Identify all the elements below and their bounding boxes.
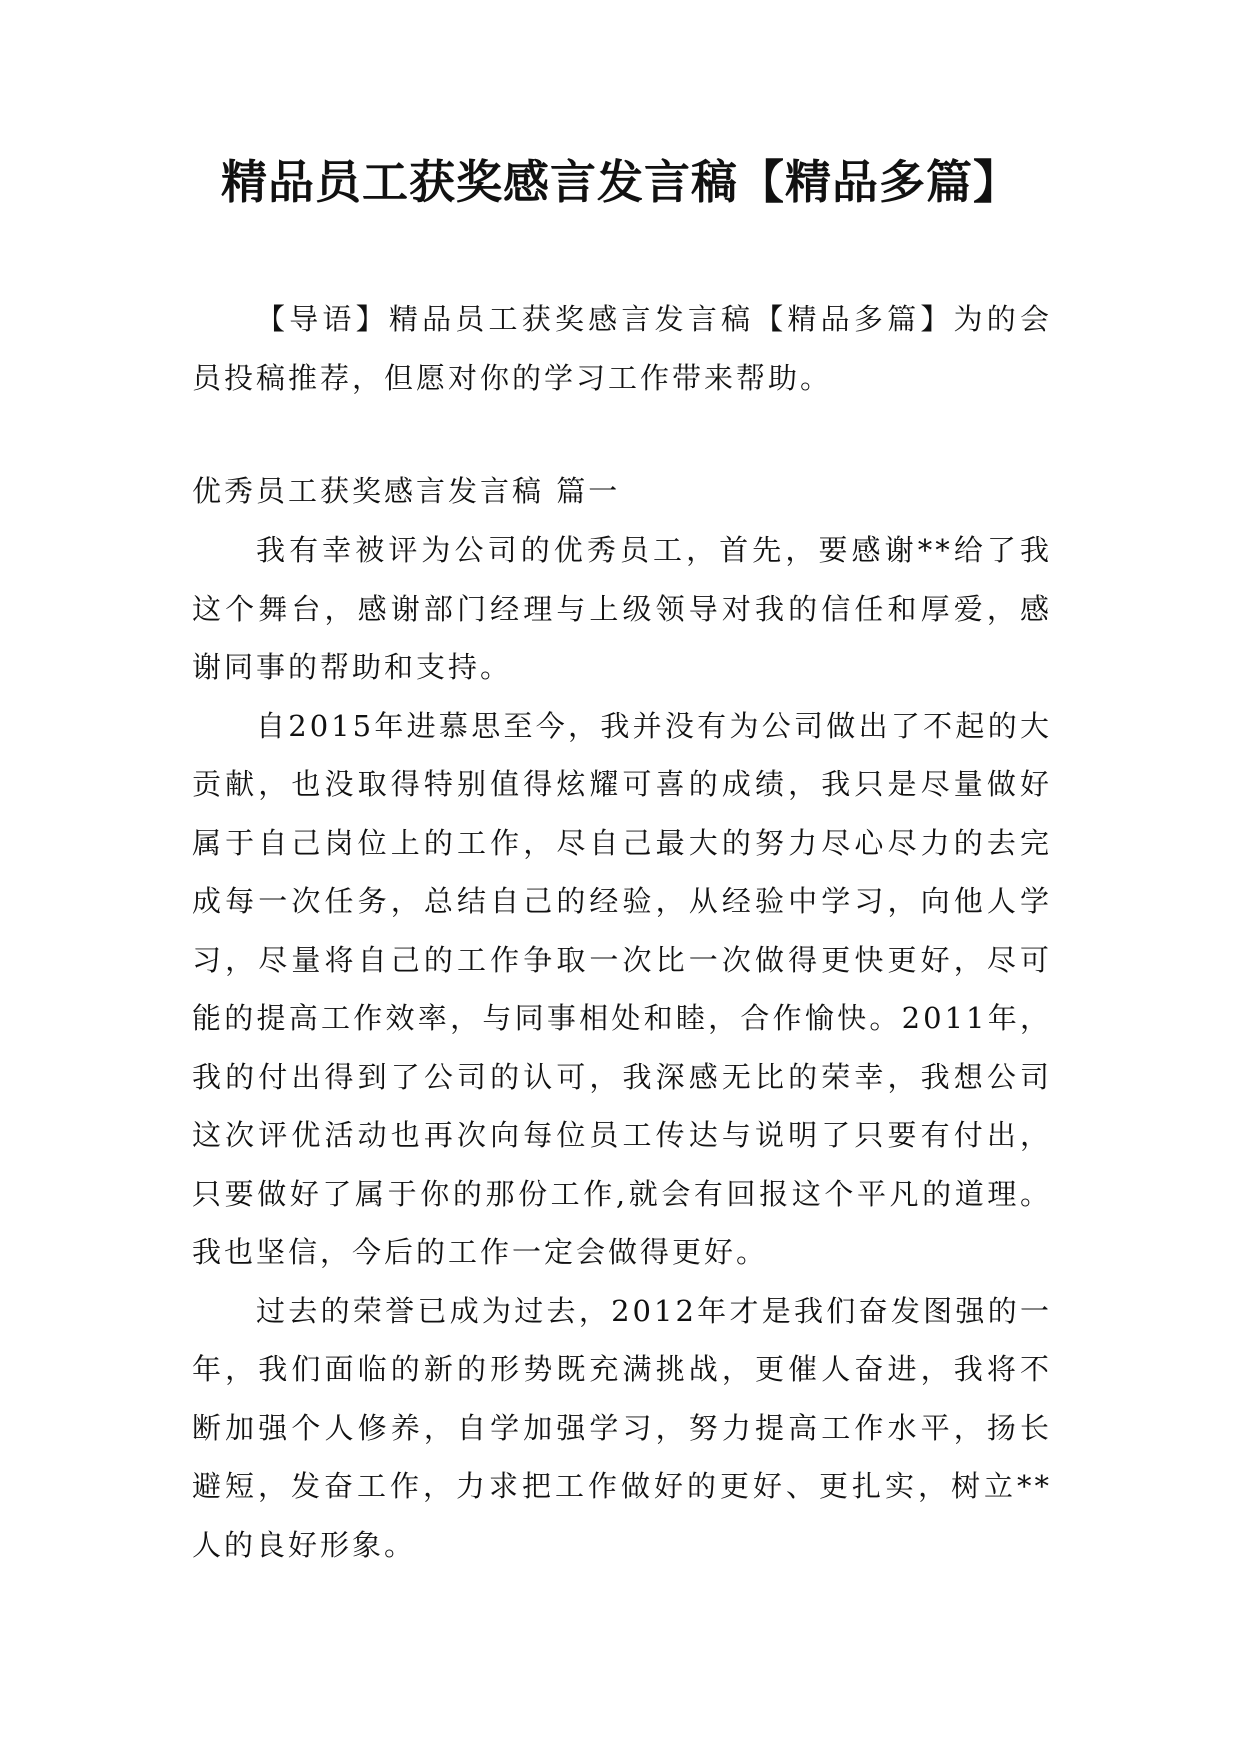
document-title: 精品员工获奖感言发言稿【精品多篇】 — [221, 155, 1020, 209]
body-paragraph: 我有幸被评为公司的优秀员工，首先，要感谢**给了我这个舞台，感谢部门经理与上级领导对我的信任和厚爱，感谢同事的帮助和支持。 — [192, 533, 1052, 684]
section-heading: 优秀员工获奖感言发言稿 篇一 — [192, 474, 621, 508]
section-body — [192, 521, 1052, 1574]
intro-paragraph: 【导语】精品员工获奖感言发言稿【精品多篇】为的会员投稿推荐，但愿对你的学习工作带来帮助。 — [192, 302, 1052, 395]
body-paragraph: 过去的荣誉已成为过去，2012年才是我们奋发图强的一年，我们面临的新的形势既充满挑战，更催人奋进，我将不断加强个人修养，自学加强学习，努力提高工作水平，扬长避短，发奋工作，力求把工作做好的更好、更扎实，树立**人的良好形象。 — [192, 1293, 1052, 1562]
body-paragraph: 自2015年进慕思至今，我并没有为公司做出了不起的大贡献，也没取得特别值得炫耀可喜的成绩，我只是尽量做好属于自己岗位上的工作，尽自己最大的努力尽心尽力的去完成每一次任务，总结自己的经验，从经验中学习，向他人学习，尽量将自己的工作争取一次比一次做得更快更好，尽可能的提高工作效率，与同事相处和睦，合作愉快。2011年，我的付出得到了公司的认可，我深感无比的荣幸，我想公司这次评优活动也再次向每位员工传达与说明了只要有付出，只要做好了属于你的那份工作,就会有回报这个平凡的道理。我也坚信，今后的工作一定会做得更好。 — [192, 708, 1052, 1269]
